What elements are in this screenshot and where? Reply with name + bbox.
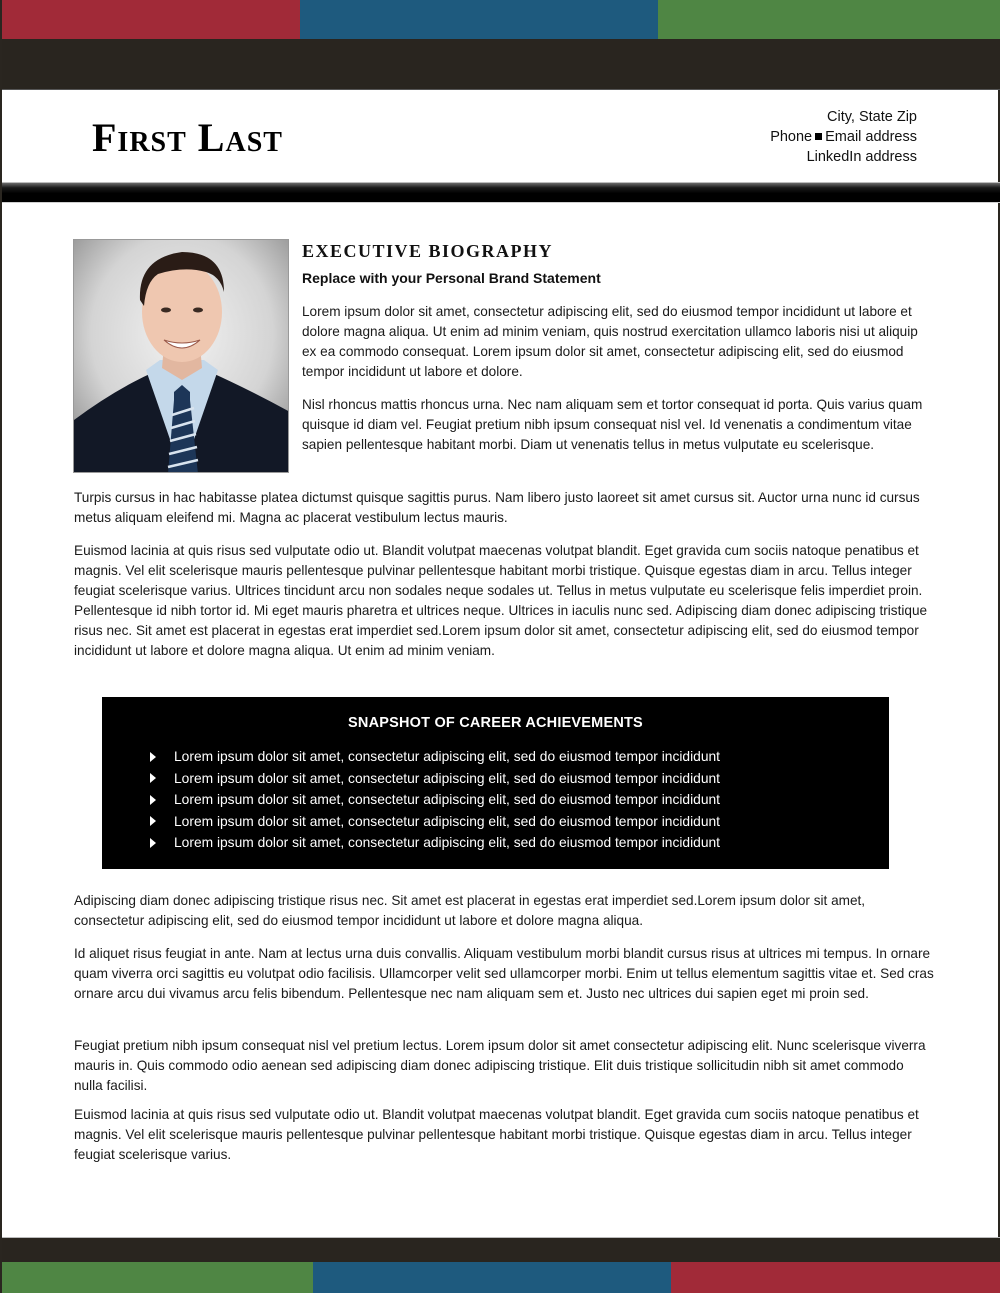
achievement-text: Lorem ipsum dolor sit amet, consectetur adipiscing elit, sed do eiusmod tempor incididunt	[174, 770, 721, 786]
achievement-item	[150, 832, 720, 854]
bio-paragraph: Lorem ipsum dolor sit amet, consectetur adipiscing elit, sed do eiusmod tempor incididunt ut labore et dolore magna aliqua. Ut enim ad minim veniam, quis nostrud exercitation ullamco laboris nisi ut aliquip ex ea commodo consequat. Lorem ipsum dolor sit amet, consectetur adipiscing elit, sed do eiusmod tempor incididunt ut labore et dolore.	[302, 304, 918, 379]
bottom-band-red	[671, 1262, 1000, 1293]
contact-phone-email	[770, 127, 917, 147]
top-color-band	[2, 0, 1000, 39]
achievements-list	[150, 746, 720, 854]
achievement-text: Lorem ipsum dolor sit amet, consectetur adipiscing elit, sed do eiusmod tempor incididunt	[174, 792, 721, 807]
square-bullet-icon	[815, 133, 822, 140]
closing-paragraph: Euismod lacinia at quis risus sed vulputate odio ut. Blandit volutpat maecenas volutpat blandit. Eget gravida cum sociis natoque penatibus et magnis. Vel elit scelerisque mauris pellentesque pulvinar pellentesque habitant morbi tristique. Quisque egestas diam in arcu. Tellus integer feugiat scelerisque varius.	[74, 1107, 919, 1162]
arrow-bullet-icon	[150, 773, 156, 783]
header-divider-bar	[2, 182, 1000, 203]
top-band-green	[658, 0, 1000, 39]
achievement-item	[150, 768, 720, 790]
arrow-bullet-icon	[150, 816, 156, 826]
bio-paragraph: Turpis cursus in hac habitasse platea dictumst quisque sagittis purus. Nam libero justo laoreet sit amet cursus sit. Auctor urna nunc id cursus metus aliquam eleifend mi. Magna ac placerat vestibulum lectus mauris.	[74, 490, 920, 525]
bio-paragraph: Euismod lacinia at quis risus sed vulputate odio ut. Blandit volutpat maecenas volutpat blandit. Eget gravida cum sociis natoque penatibus et magnis. Vel elit scelerisque mauris pellentesque pulvinar pellentesque habitant morbi tristique. Quisque egestas diam in arcu. Tellus integer feugiat scelerisque varius. Ultrices tincidunt arcu non sodales neque sodales ut. Tellus in metus vulputate eu scelerisque felis imperdiet proin. Pellentesque id nibh tortor id. Mi eget mauris pharetra et ultrices neque. Ultrices in iaculis nunc sed. Adipiscing diam donec adipiscing tristique risus nec. Sit amet est placerat in egestas erat imperdiet sed.Lorem ipsum dolor sit amet, consectetur adipiscing elit, sed do eiusmod tempor incididunt ut labore et dolore magna aliqua. Ut enim ad minim veniam.	[74, 543, 928, 658]
achievement-text: Lorem ipsum dolor sit amet, consectetur adipiscing elit, sed do eiusmod tempor incididunt	[174, 813, 721, 829]
top-band-blue	[300, 0, 658, 39]
section-title-executive-biography: EXECUTIVE BIOGRAPHY	[302, 241, 554, 261]
bottom-dark-bar	[2, 1237, 1000, 1263]
achievement-text: Lorem ipsum dolor sit amet, consectetur adipiscing elit, sed do eiusmod tempor incididunt	[174, 749, 721, 764]
bio-paragraph: Nisl rhoncus mattis rhoncus urna. Nec nam aliquam sem et tortor consequat id porta. Quis varius quam quisque id diam vel. Feugiat pretium nibh ipsum consequat nisl vel. Id venenatis a condimentum vitae sapien pellentesque habitant morbi. Diam ut venenatis tellus in metus vulputate eu scelerisque.	[302, 397, 923, 452]
career-achievements-box	[102, 697, 889, 869]
contact-block	[770, 107, 917, 167]
contact-location: City, State Zip	[827, 109, 917, 125]
achievement-item	[150, 746, 720, 768]
bottom-color-band	[2, 1262, 1000, 1293]
bottom-band-green	[2, 1262, 313, 1293]
closing-paragraph: Id aliquet risus feugiat in ante. Nam at lectus urna duis convallis. Aliquam vestibulum morbi blandit cursus risus at ultrices mi tempus. In ornare quam viverra orci sagittis eu volutpat odio facilisis. Ullamcorper velit sed ullamcorper morbi. Enim ut tellus elementum sagittis vitae et. Sed cras ornare arcu dui vivamus arcu felis bibendum. Pellentesque nec nam aliquam sem et. Justo nec ultrices dui sapien eget mi proin sed.	[74, 946, 934, 1001]
contact-linkedin: LinkedIn address	[806, 149, 917, 165]
top-band-red	[2, 0, 300, 39]
achievements-title: SNAPSHOT OF CAREER ACHIEVEMENTS	[348, 715, 643, 731]
arrow-bullet-icon	[150, 838, 156, 848]
contact-email: Email address	[825, 129, 917, 145]
achievement-item	[150, 811, 720, 833]
contact-phone: Phone	[770, 129, 813, 145]
portrait-image	[74, 240, 289, 473]
bottom-band-blue	[313, 1262, 671, 1293]
arrow-bullet-icon	[150, 795, 156, 805]
candidate-name: First Last	[92, 115, 283, 160]
achievement-text: Lorem ipsum dolor sit amet, consectetur adipiscing elit, sed do eiusmod tempor incididunt	[174, 835, 721, 850]
achievement-item	[150, 789, 720, 811]
closing-paragraph: Feugiat pretium nibh ipsum consequat nisl vel pretium lectus. Lorem ipsum dolor sit amet consectetur adipiscing elit. Nunc scelerisque viverra mauris in. Quis commodo odio aenean sed adipiscing diam donec adipiscing tristique. Elit duis tristique sollicitudin nibh sit amet commodo nulla facilisi.	[74, 1038, 926, 1093]
profile-photo	[73, 239, 289, 473]
closing-paragraph: Adipiscing diam donec adipiscing tristique risus nec. Sit amet est placerat in egestas erat imperdiet sed.Lorem ipsum dolor sit amet, consectetur adipiscing elit, sed do eiusmod tempor incididunt ut labore et dolore magna aliqua.	[74, 893, 866, 928]
top-dark-bar	[2, 39, 1000, 90]
arrow-bullet-icon	[150, 752, 156, 762]
personal-brand-statement: Replace with your Personal Brand Statement	[302, 270, 601, 286]
